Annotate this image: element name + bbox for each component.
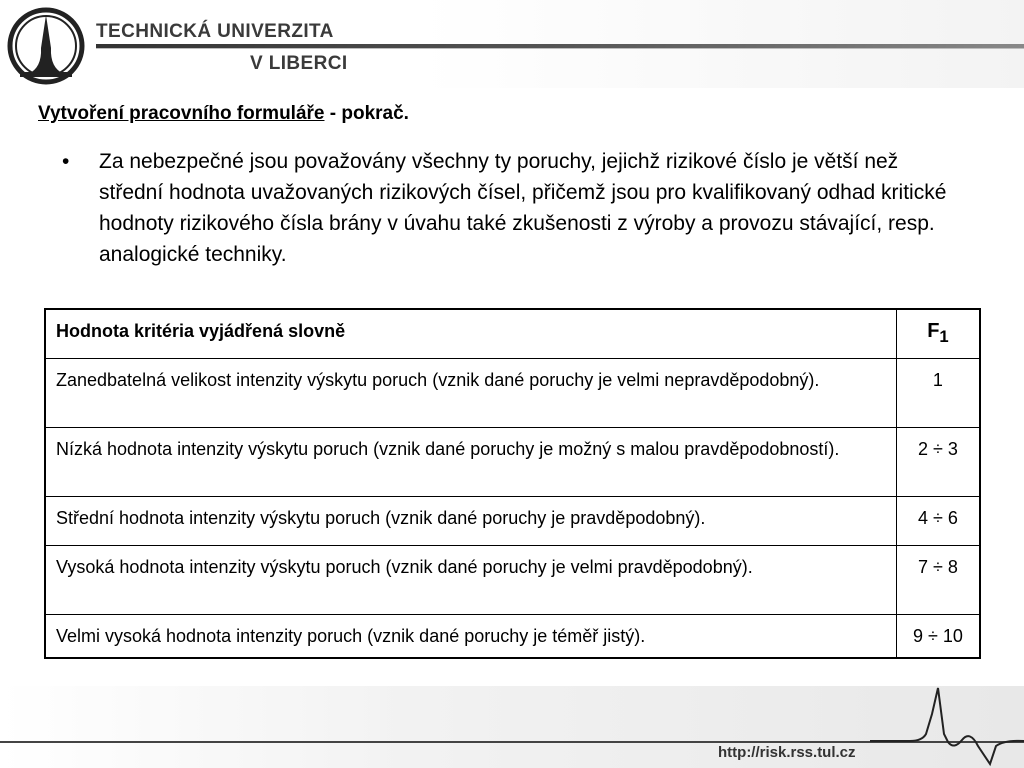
footer-url-link[interactable]: http://risk.rss.tul.cz <box>718 744 856 761</box>
row-description: Střední hodnota intenzity výskytu poruch (vznik dané poruchy je pravděpodobný). <box>45 497 896 546</box>
column-header-value-sub: 1 <box>939 327 949 346</box>
bullet-icon: • <box>62 150 70 173</box>
row-description: Zanedbatelná velikost intenzity výskytu poruch (vznik dané poruchy je velmi nepravděpodobný). <box>45 359 896 428</box>
header-rule-thin <box>96 48 1024 49</box>
criteria-table <box>44 308 981 659</box>
table-header-row <box>45 309 980 359</box>
table-row <box>45 615 980 659</box>
university-name-line1: TECHNICKÁ UNIVERZITA <box>96 21 334 42</box>
table-row <box>45 359 980 428</box>
table-row <box>45 428 980 497</box>
slide-title-main: Vytvoření pracovního formuláře <box>38 103 325 124</box>
column-header-value <box>896 309 980 359</box>
row-value: 7 ÷ 8 <box>896 546 980 615</box>
row-value: 2 ÷ 3 <box>896 428 980 497</box>
bullet-text: Za nebezpečné jsou považovány všechny ty poruchy, jejichž rizikové číslo je větší než střední hodnota uvažovaných rizikových čísel, přičemž jsou pro kvalifikovaný odhad kritické hodnoty rizikového čísla brány v úvahu také zkušenosti z výroby a provozu stávající, resp. analogické techniky. <box>99 150 947 266</box>
row-value: 4 ÷ 6 <box>896 497 980 546</box>
slide-title <box>38 103 409 125</box>
row-description: Vysoká hodnota intenzity výskytu poruch (vznik dané poruchy je velmi pravděpodobný). <box>45 546 896 615</box>
table-row <box>45 497 980 546</box>
university-name-line2: V LIBERCI <box>250 53 348 74</box>
bullet-item <box>62 146 962 270</box>
tul-logo-icon <box>6 6 86 86</box>
column-header-value-main: F <box>927 320 940 342</box>
row-value: 9 ÷ 10 <box>896 615 980 659</box>
slide-title-suffix: - pokrač. <box>324 103 409 124</box>
pulse-wave-icon <box>870 684 1024 768</box>
row-description: Velmi vysoká hodnota intenzity poruch (vznik dané poruchy je téměř jistý). <box>45 615 896 659</box>
row-value: 1 <box>896 359 980 428</box>
row-description: Nízká hodnota intenzity výskytu poruch (vznik dané poruchy je možný s malou pravděpodobností). <box>45 428 896 497</box>
table-row <box>45 546 980 615</box>
column-header-description: Hodnota kritéria vyjádřená slovně <box>45 309 896 359</box>
